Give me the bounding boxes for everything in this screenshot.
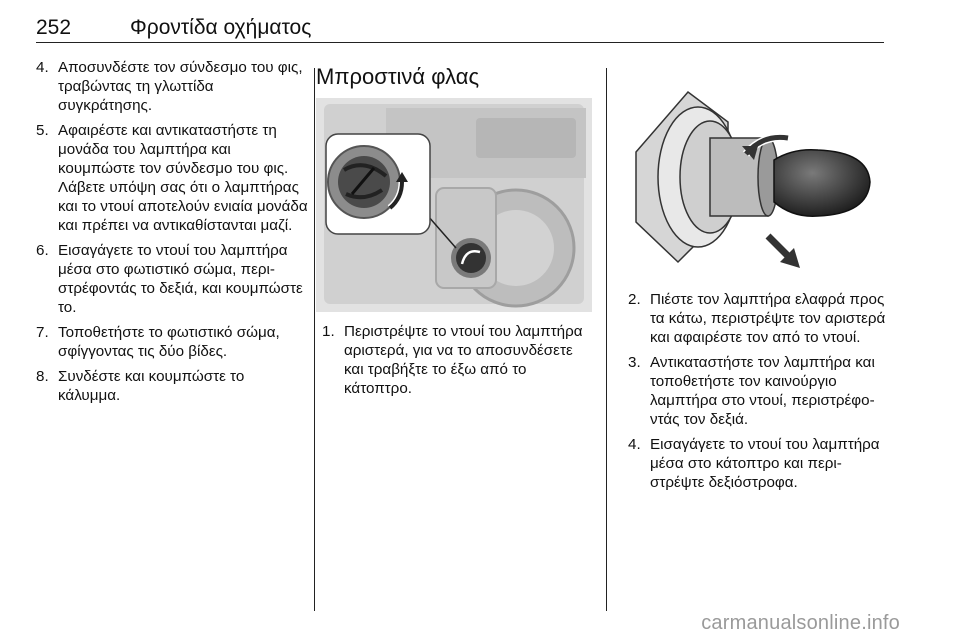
step-number: 1. — [322, 323, 335, 340]
section-title: Μπροστινά φλας — [316, 64, 480, 89]
page-title: Φροντίδα οχήματος — [130, 16, 312, 39]
watermark: carmanualsonline.info — [701, 612, 900, 634]
step-number: 8. — [36, 368, 49, 385]
step-text: Εισαγάγετε το ντουί του λαμπτήρα μέσα στο φωτιστικό σώμα, περιστρέφοντάς το δεξιά, και κουμπώστε το. — [58, 242, 303, 316]
column-2 — [322, 322, 594, 404]
step-text: Πιέστε τον λαμπτήρα ελαφρά προς τα κάτω, περιστρέψτε τον αριστερά και αφαιρέστε τον από το ντουί. — [650, 291, 886, 346]
step-number: 4. — [36, 59, 49, 76]
step-number: 4. — [628, 436, 641, 453]
step-text: Περιστρέψτε το ντουί του λαμπτήρα αριστερά, για να το αποσυνδέσετε και τραβήξτε το έξω από το κάτοπτρο. — [344, 323, 583, 397]
steps-list-3 — [628, 290, 890, 492]
step-text: Αφαιρέστε και αντικαταστήστε τη μονάδα του λαμπτήρα και κουμπώστε τον σύνδεσμο του φις. Λάβετε υπόψη σας ότι ο λαμπτήρας και το ντουί αποτελούν ενιαία μονάδα και πρέπει να αντικαθίστανται μαζί. — [58, 122, 308, 234]
list-item — [322, 322, 594, 398]
step-text: Αντικαταστήστε τον λαμπτήρα και τοποθετήστε τον καινούργιο λαμπτήρα στο ντουί, περιστρέφοντάς τον δεξιά. — [650, 354, 875, 428]
list-item — [36, 121, 308, 235]
step-text: Συνδέστε και κουμπώστε το κάλυμμα. — [58, 368, 245, 404]
list-item — [36, 58, 308, 115]
page-number: 252 — [36, 16, 72, 39]
column-1 — [36, 58, 308, 411]
page-header — [36, 12, 884, 43]
front-indicator-illustration — [316, 98, 592, 312]
step-number: 3. — [628, 354, 641, 371]
list-item — [36, 323, 308, 361]
list-item — [628, 435, 890, 492]
column-3 — [628, 290, 890, 498]
list-item — [628, 353, 890, 429]
step-number: 7. — [36, 324, 49, 341]
column-divider-1 — [314, 68, 315, 611]
step-text: Τοποθετήστε το φωτιστικό σώμα, σφίγγοντας τις δύο βίδες. — [58, 324, 280, 360]
step-text: Εισαγάγετε το ντουί του λαμπτήρα μέσα στο κάτοπτρο και περιστρέψτε δεξιόστροφα. — [650, 436, 880, 491]
steps-list-2 — [322, 322, 594, 398]
step-number: 5. — [36, 122, 49, 139]
list-item — [36, 241, 308, 317]
list-item — [36, 367, 308, 405]
steps-list-1 — [36, 58, 308, 405]
step-text: Αποσυνδέστε τον σύνδεσμο του φις, τραβώντας τη γλωττίδα συγκράτησης. — [58, 59, 303, 114]
step-number: 2. — [628, 291, 641, 308]
list-item — [628, 290, 890, 347]
step-number: 6. — [36, 242, 49, 259]
bulb-removal-illustration — [618, 72, 888, 282]
column-divider-2 — [606, 68, 607, 611]
